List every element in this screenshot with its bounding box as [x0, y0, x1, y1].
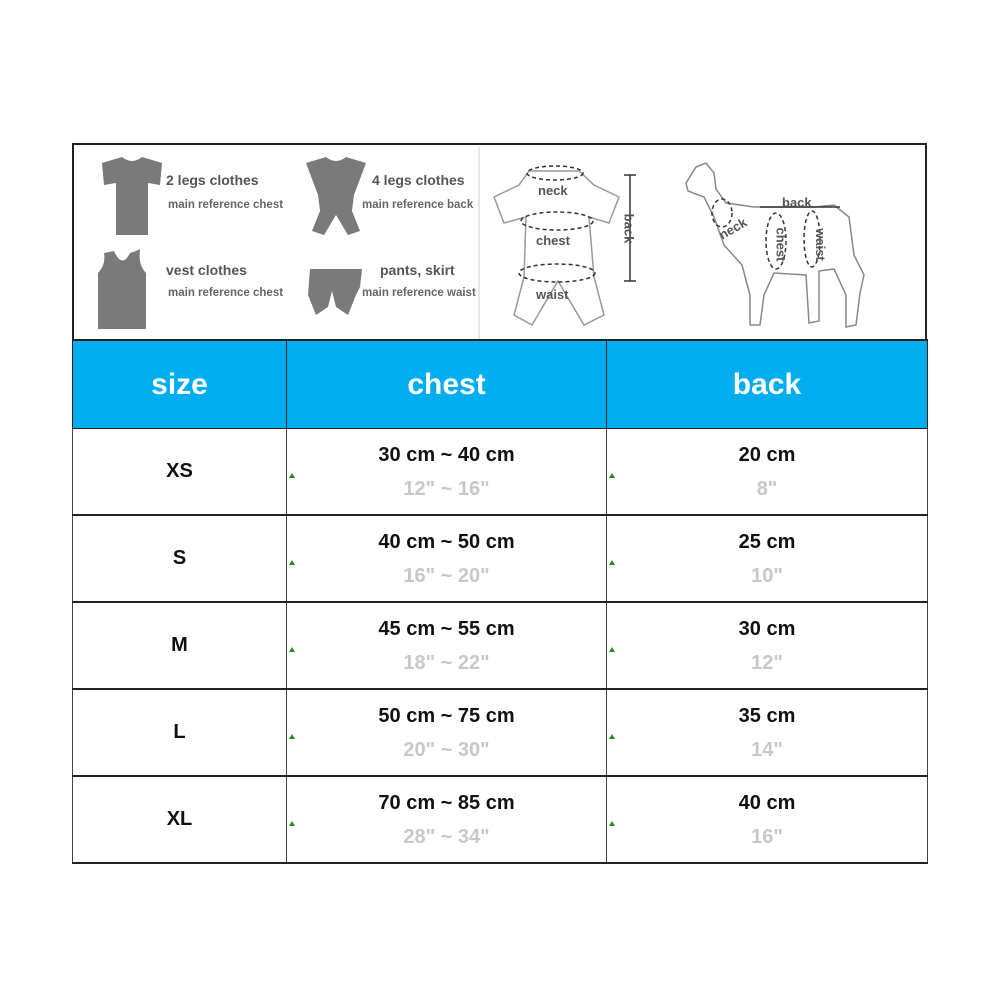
- table-row: [73, 602, 928, 689]
- back-cell: [607, 515, 928, 602]
- chest-cell: [287, 429, 607, 516]
- table-row: [73, 776, 928, 863]
- size-cell: XL: [73, 776, 287, 863]
- back-cm: 30 cm: [738, 617, 796, 640]
- back-cm: 40 cm: [738, 791, 796, 814]
- chest-cell: [287, 602, 607, 689]
- size-cell: M: [73, 602, 287, 689]
- two-legs-title: 2 legs clothes: [166, 172, 259, 188]
- table-header-row: [73, 340, 928, 429]
- table-row: [73, 515, 928, 602]
- size-chart: [72, 143, 927, 859]
- chest-cell: [287, 689, 607, 776]
- back-in: 16": [751, 825, 783, 848]
- vest-title: vest clothes: [166, 262, 247, 278]
- chest-cm: 70 cm ~ 85 cm: [378, 791, 515, 814]
- garment-back-label: back: [621, 213, 637, 244]
- back-cm: 25 cm: [738, 530, 796, 553]
- four-legs-subtitle: main reference back: [362, 199, 474, 211]
- pants-icon: [308, 269, 362, 315]
- garment-neck-label: neck: [538, 183, 568, 198]
- back-in: 10": [751, 564, 783, 587]
- back-cell: [607, 689, 928, 776]
- chest-cm: 40 cm ~ 50 cm: [378, 530, 515, 553]
- chest-in: 12" ~ 16": [403, 477, 490, 500]
- vest-subtitle: main reference chest: [168, 287, 284, 299]
- size-cell: S: [73, 515, 287, 602]
- back-cell: [607, 429, 928, 516]
- chest-cm: 30 cm ~ 40 cm: [378, 443, 515, 466]
- header-back: back: [607, 340, 928, 429]
- back-cm: 35 cm: [738, 704, 796, 727]
- back-in: 14": [751, 738, 783, 761]
- pants-subtitle: main reference waist: [362, 287, 476, 299]
- chest-cm: 50 cm ~ 75 cm: [378, 704, 515, 727]
- back-cell: [607, 602, 928, 689]
- pants-title: pants, skirt: [380, 262, 455, 278]
- two-legs-subtitle: main reference chest: [168, 199, 284, 211]
- back-in: 12": [751, 651, 783, 674]
- chest-cell: [287, 776, 607, 863]
- size-table: [72, 339, 928, 864]
- back-in: 8": [756, 477, 778, 500]
- header-chest: chest: [287, 340, 607, 429]
- chest-in: 28" ~ 34": [403, 825, 490, 848]
- four-legs-title: 4 legs clothes: [372, 172, 465, 188]
- dog-waist-label: waist: [812, 228, 828, 261]
- header-size: size: [73, 340, 287, 429]
- vest-icon: [98, 249, 146, 329]
- garment-waist-label: waist: [536, 287, 569, 302]
- table-row: [73, 689, 928, 776]
- chest-cell: [287, 515, 607, 602]
- back-cell: [607, 776, 928, 863]
- dog-chest-label: chest: [773, 227, 789, 262]
- four-legs-clothes-icon: [306, 157, 366, 235]
- chest-in: 20" ~ 30": [403, 738, 490, 761]
- garment-chest-label: chest: [536, 233, 570, 248]
- dog-back-label: back: [782, 195, 812, 210]
- size-cell: XS: [73, 429, 287, 516]
- back-cm: 20 cm: [738, 443, 796, 466]
- chest-cm: 45 cm ~ 55 cm: [378, 617, 515, 640]
- dog-neck-label: neck: [716, 214, 750, 243]
- tshirt-icon: [102, 157, 162, 235]
- table-row: [73, 429, 928, 516]
- measurement-guide: [72, 143, 927, 339]
- chest-in: 16" ~ 20": [403, 564, 490, 587]
- chest-in: 18" ~ 22": [403, 651, 490, 674]
- size-cell: L: [73, 689, 287, 776]
